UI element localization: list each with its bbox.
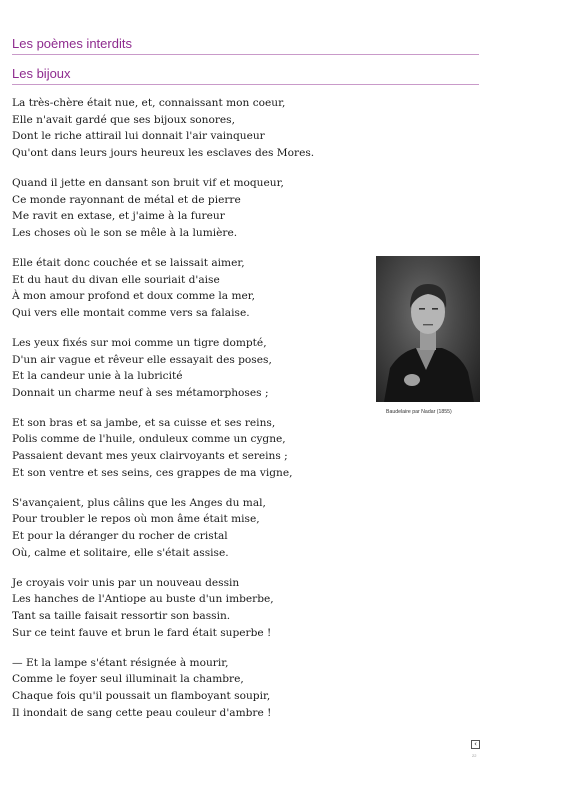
page-number: 22 <box>472 753 477 758</box>
poem-line: Me ravit en extase, et j'aime à la fureur <box>12 210 225 223</box>
poem-line: Donnait un charme neuf à ses métamorphoses ; <box>12 386 269 399</box>
poem-stanza <box>12 335 362 401</box>
poem-line: Il inondait de sang cette peau couleur d'ambre ! <box>12 706 272 719</box>
poem-line: Dont le riche attirail lui donnait l'air vainqueur <box>12 130 265 143</box>
poem-line: — Et la lampe s'étant résignée à mourir, <box>12 656 229 669</box>
poem-line: Ce monde rayonnant de métal et de pierre <box>12 193 241 206</box>
poem-stanza <box>12 415 362 481</box>
poem-line: Passaient devant mes yeux clairvoyants et sereins ; <box>12 450 288 463</box>
poem-line: Et son ventre et ses seins, ces grappes de ma vigne, <box>12 466 293 479</box>
poem-line: Pour troubler le repos où mon âme était mise, <box>12 513 260 526</box>
poem-line: D'un air vague et rêveur elle essayait des poses, <box>12 353 272 366</box>
poem-title: Les bijoux <box>12 66 479 85</box>
poem-line: La très-chère était nue, et, connaissant mon coeur, <box>12 97 286 109</box>
poem-line: Chaque fois qu'il poussait un flamboyant soupir, <box>12 689 271 702</box>
poem-line: Polis comme de l'huile, onduleux comme un cygne, <box>12 433 286 446</box>
poem-line: Et la candeur unie à la lubricité <box>12 370 183 383</box>
poem-line: S'avançaient, plus câlins que les Anges du mal, <box>12 496 266 509</box>
poem-line: Et du haut du divan elle souriait d'aise <box>12 273 220 286</box>
poem-stanza <box>12 95 362 161</box>
poem-line: Qui vers elle montait comme vers sa falaise. <box>12 306 250 319</box>
poem-stanza <box>12 655 362 721</box>
poem-stanza <box>12 255 362 321</box>
poem-stanza <box>12 495 362 561</box>
poem-body <box>12 95 362 735</box>
poem-stanza <box>12 575 362 641</box>
poem-line: Tant sa taille faisait ressortir son bassin. <box>12 610 231 622</box>
poem-stanza <box>12 175 362 241</box>
poem-line: Et pour la déranger du rocher de cristal <box>12 530 228 543</box>
poem-line: Elle n'avait gardé que ses bijoux sonores, <box>12 113 235 126</box>
poem-line: Quand il jette en dansant son bruit vif et moqueur, <box>12 176 284 189</box>
poem-line: Elle était donc couchée et se laissait aimer, <box>12 256 245 269</box>
poem-line: Les yeux fixés sur moi comme un tigre dompté, <box>12 336 267 349</box>
poem-line: Où, calme et solitaire, elle s'était assise. <box>12 546 229 559</box>
portrait-photo <box>376 256 480 402</box>
poem-line: Je croyais voir unis par un nouveau dessin <box>12 576 240 589</box>
poem-line: Les hanches de l'Antiope au buste d'un imberbe, <box>12 593 274 606</box>
poem-line: Qu'ont dans leurs jours heureux les esclaves des Mores. <box>12 146 315 159</box>
back-arrow-icon[interactable]: ‹ <box>471 740 480 749</box>
poem-line: Comme le foyer seul illuminait la chambre, <box>12 673 244 686</box>
poem-line: À mon amour profond et doux comme la mer, <box>12 290 256 303</box>
poem-line: Les choses où le son se mêle à la lumière. <box>12 226 238 239</box>
portrait-caption: Baudelaire par Nadar (1855) <box>386 409 452 415</box>
site-title: Les poèmes interdits <box>12 36 479 55</box>
poem-line: Et son bras et sa jambe, et sa cuisse et ses reins, <box>12 416 276 429</box>
poem-line: Sur ce teint fauve et brun le fard était superbe ! <box>12 626 272 639</box>
